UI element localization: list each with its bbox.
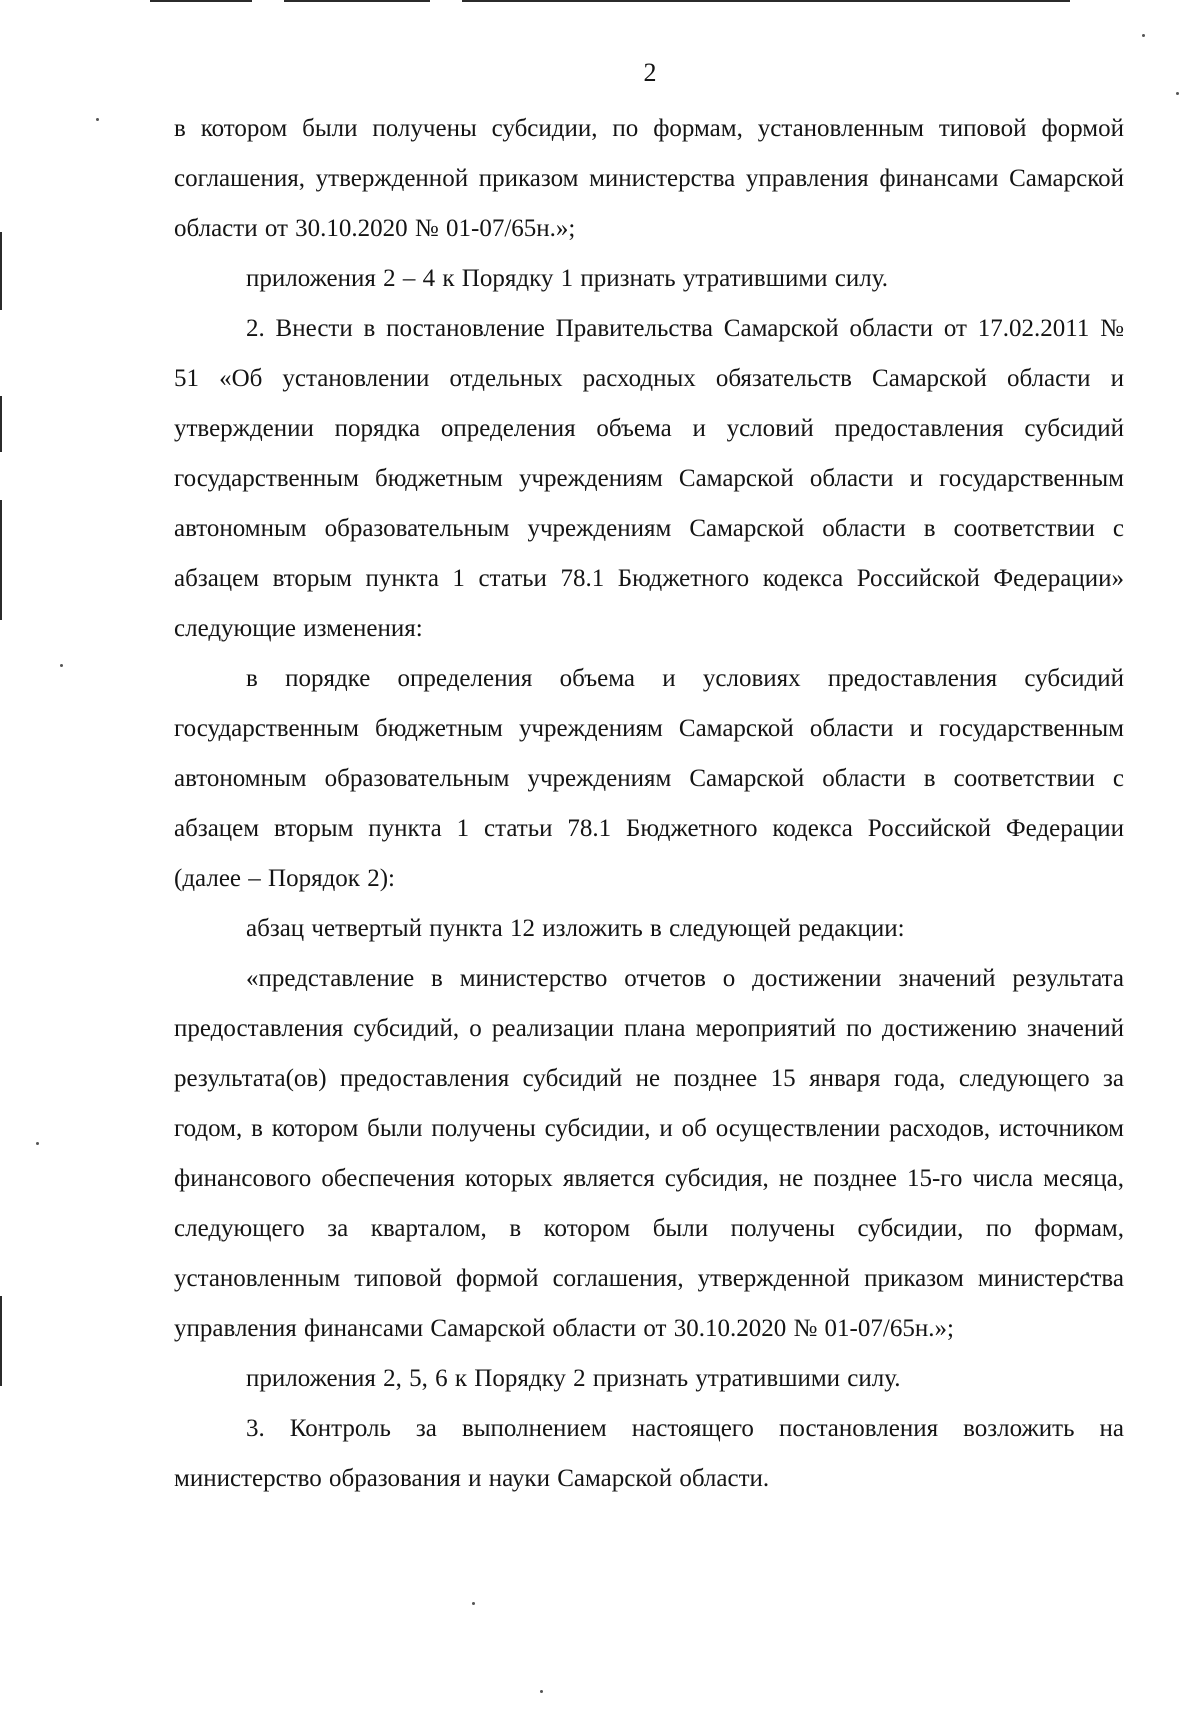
paragraph-quoted-new-wording: «представление в министерство отчетов о достижении значений результата предоставления субсидий, о реализации плана мероприятий по достижению значений результата(ов) предоставления субсидий не позднее 15 января года, следующего за годом, в котором были получены субсидии, и об осуществлении расходов, источником финансового обеспечения которых является субсидия, не позднее 15-го числа месяца, следующего за кварталом, в котором были получены субсидии, по формам, установленным типовой формой соглашения, утвержденной приказом министерства управления финансами Самарской области от 30.10.2020 № 01-07/65н.»; bbox=[174, 965, 1124, 1342]
paragraph-subsidy-reporting-end: в котором были получены субсидии, по формам, установленным типовой формой соглашения, утвержденной приказом министерства управления финансами Самарской области от 30.10.2020 № 01-07/65н.»; bbox=[174, 115, 1124, 242]
paragraph-item-12-amendment: абзац четвертый пункта 12 изложить в следующей редакции: bbox=[246, 915, 905, 942]
scan-speck bbox=[540, 1690, 543, 1693]
scan-speck bbox=[96, 118, 99, 121]
paragraph-amend-resolution-51: 2. Внести в постановление Правительства Самарской области от 17.02.2011 № 51 «Об установлении отдельных расходных обязательств Самарской области и утверждении порядка определения объема и условий предоставления субсидий государственным бюджетным учреждениям Самарской области и государственным автономным образовательным учреждениям Самарской области в соответствии с абзацем вторым пункта 1 статьи 78.1 Бюджетного кодекса Российской Федерации» следующие изменения: bbox=[174, 315, 1124, 642]
scan-speck bbox=[472, 1602, 475, 1605]
scan-edge-left bbox=[0, 396, 2, 452]
scan-edge-top bbox=[150, 0, 252, 2]
paragraph-annex-order-1-void: приложения 2 – 4 к Порядку 1 признать утратившими силу. bbox=[246, 265, 888, 292]
scan-edge-top bbox=[284, 0, 430, 2]
scan-speck bbox=[60, 664, 63, 667]
scan-edge-left bbox=[0, 232, 2, 310]
paragraph-order-2-definition: в порядке определения объема и условиях предоставления субсидий государственным бюджетным учреждениям Самарской области и государственным автономным образовательным учреждениям Самарской области в соответствии с абзацем вторым пункта 1 статьи 78.1 Бюджетного кодекса Российской Федерации (далее – Порядок 2): bbox=[174, 665, 1124, 892]
scan-edge-left bbox=[0, 500, 2, 620]
page-number: 2 bbox=[643, 58, 657, 87]
paragraph-control-assignment: 3. Контроль за выполнением настоящего постановления возложить на министерство образования и науки Самарской области. bbox=[174, 1415, 1124, 1492]
scan-edge-left bbox=[0, 1296, 2, 1386]
scan-speck bbox=[1142, 34, 1145, 37]
scan-edge-top bbox=[462, 0, 1070, 2]
scan-speck bbox=[1176, 92, 1179, 95]
scan-speck bbox=[36, 1142, 39, 1145]
paragraph-annex-order-2-void: приложения 2, 5, 6 к Порядку 2 признать утратившими силу. bbox=[246, 1365, 901, 1392]
document-body bbox=[174, 104, 1124, 1504]
